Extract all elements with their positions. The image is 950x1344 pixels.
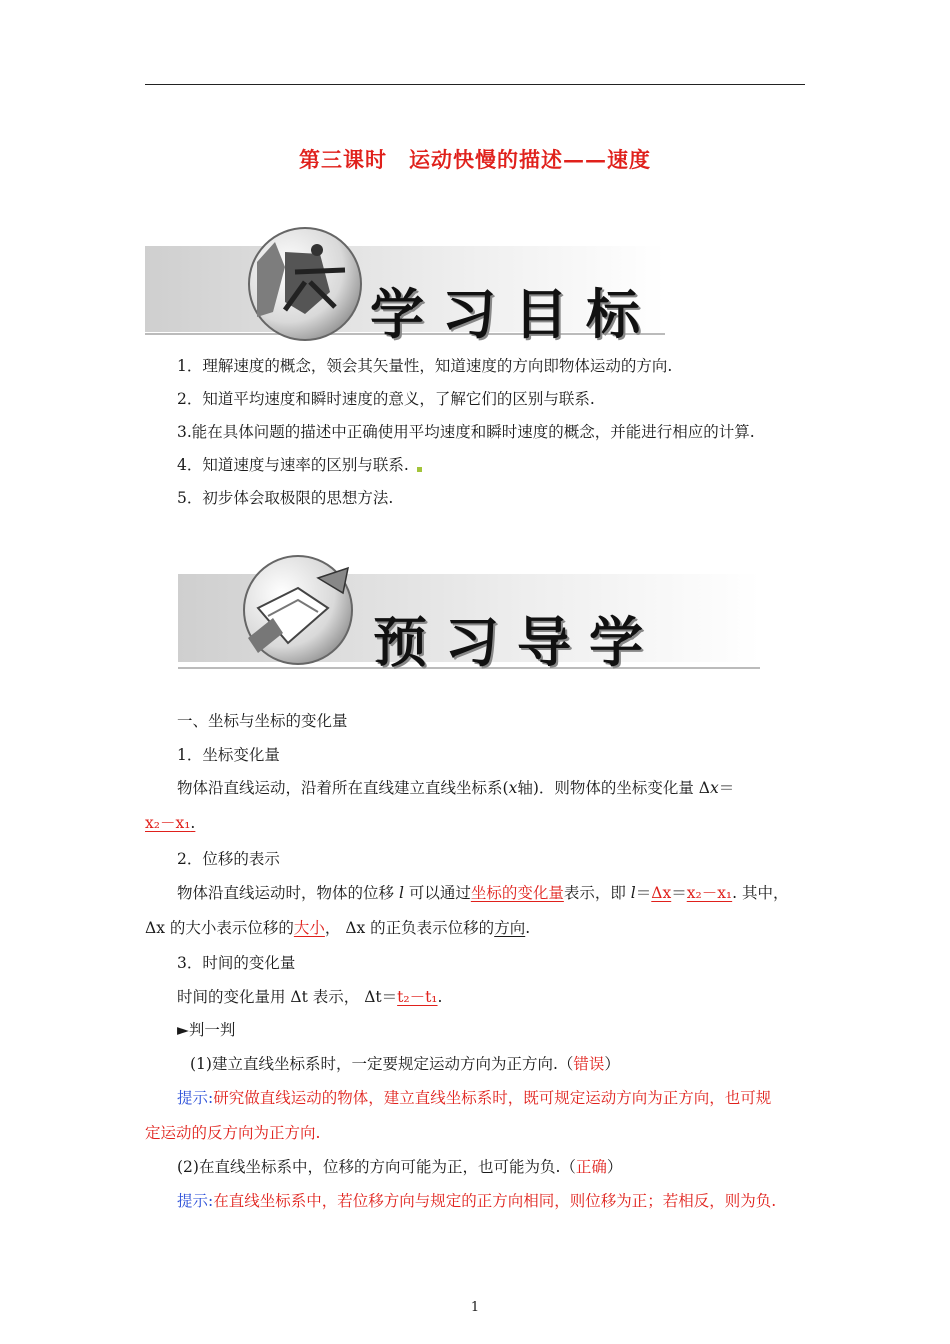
learning-goals-banner — [145, 222, 665, 347]
page-number: 1 — [470, 1300, 480, 1315]
hint-continued: 定运动的反方向为正方向. — [145, 1124, 321, 1142]
header-rule — [145, 84, 805, 85]
hint: 提示:在直线坐标系中，若位移方向与规定的正方向相同，则位移为正；若相反，则为负. — [177, 1192, 777, 1210]
paragraph: Δx 的大小表示位移的大小， Δx 的正负表示位移的方向. — [145, 919, 531, 937]
goal-item: 3.能在具体问题的描述中正确使用平均速度和瞬时速度的概念，并能进行相应的计算. — [177, 423, 755, 441]
paragraph: 物体沿直线运动，沿着所在直线建立直线坐标系(x轴)．则物体的坐标变化量 Δx＝ — [177, 779, 735, 797]
section-heading: 一、坐标与坐标的变化量 — [177, 712, 348, 730]
question: (2)在直线坐标系中，位移的方向可能为正，也可能为负.（正确） — [177, 1158, 623, 1176]
subsection-heading: 3．时间的变化量 — [177, 954, 296, 972]
judge-heading: ►判一判 — [177, 1021, 236, 1039]
goal-item: 2．知道平均速度和瞬时速度的意义，了解它们的区别与联系. — [177, 390, 595, 408]
preview-study-banner — [178, 548, 760, 673]
lesson-title: 第三课时 运动快慢的描述——速度 — [299, 147, 651, 172]
goal-item: 4．知道速度与速率的区别与联系. — [177, 454, 422, 476]
goal-item: 5．初步体会取极限的思想方法. — [177, 489, 394, 507]
marker-dot — [417, 467, 422, 472]
question: (1)建立直线坐标系时，一定要规定运动方向为正方向.（错误） — [190, 1055, 620, 1073]
paragraph: 物体沿直线运动时，物体的位移 l 可以通过坐标的变化量表示，即 l＝Δx＝x₂－x₁. 其中， — [177, 884, 789, 902]
banner-title: 学习目标 — [370, 282, 658, 346]
banner-title: 预习导学 — [373, 610, 661, 674]
answer-blank: x₂－x₁. — [145, 814, 196, 832]
goal-item: 1．理解速度的概念，领会其矢量性，知道速度的方向即物体运动的方向. — [177, 357, 673, 375]
hint: 提示:研究做直线运动的物体，建立直线坐标系时，既可规定运动方向为正方向，也可规 — [177, 1089, 772, 1107]
paragraph: 时间的变化量用 Δt 表示， Δt＝t₂－t₁. — [177, 988, 443, 1006]
subsection-heading: 1．坐标变化量 — [177, 746, 280, 764]
subsection-heading: 2．位移的表示 — [177, 850, 280, 868]
